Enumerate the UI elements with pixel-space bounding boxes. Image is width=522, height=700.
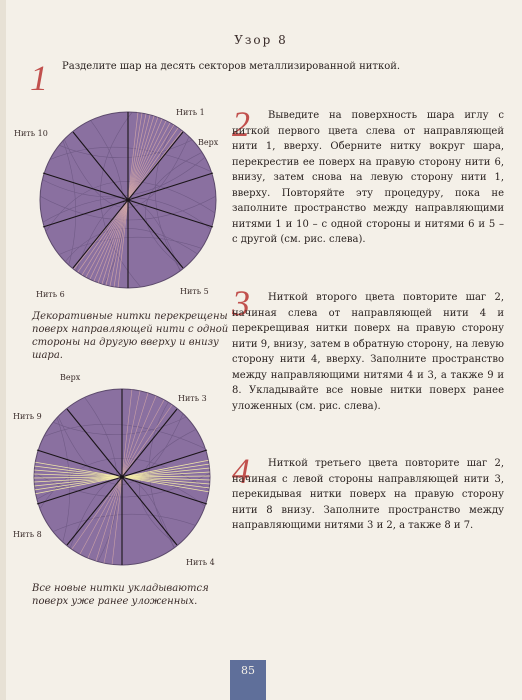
step-3-text: Ниткой второго цвета повторите шаг 2, начиная слева от направляющей нити 4 и перекрещивая нитки поверх на правую сторону нити 9, внизу, затем в обратную сторону, на левую сторону нити 4, вверху. Заполните пространство между направляющими нитями 4 и 3, а также 9 и 8. Укладывайте все новые нитки поверх ранее уложенных (см. рис. слева).: [232, 292, 504, 412]
label-thread-3: Нить 3: [178, 394, 207, 403]
label-thread-6: Нить 6: [36, 290, 65, 299]
step-4-text: Ниткой третьего цвета повторите шаг 2, начиная с левой стороны направляющей нити 3, перекидывая нитки поверх на правую сторону нити 8 внизу. Заполните пространство между направляющими нитями 3 и 2, а также 8 и 7.: [232, 458, 504, 531]
pattern-title: Узор 8: [234, 33, 288, 47]
step-1-text: Разделите шар на десять секторов металлизированной ниткой.: [62, 61, 401, 72]
ball-diagram-2: [32, 382, 212, 572]
step-2-number: 2: [232, 104, 250, 144]
page-edge: [0, 0, 6, 700]
step-2-text: Выведите на поверхность шара иглу с ниткой первого цвета слева от направляющей нити 1, вверху. Оберните нитку вокруг шара, перекрестив ее поверх на правую сторону нити 6, внизу, затем снова на левую сторону нити 1, вверху. Повторяйте эту процедуру, пока не заполните пространство между направляющими нитями 1 и 10 – с одной стороны и нитями 6 и 5 – с другой (см. рис. слева).: [232, 110, 504, 245]
page-number: 85: [241, 664, 255, 677]
label-thread-5: Нить 5: [180, 287, 209, 296]
label-thread-8: Нить 8: [13, 530, 42, 539]
ball-diagram-1: [38, 105, 218, 295]
label-thread-4: Нить 4: [186, 558, 215, 567]
step-3-number: 3: [232, 283, 250, 323]
step-1-number: 1: [30, 58, 48, 98]
diagram-2-caption: Все новые нитки укладываются поверх уже ранее уложенных.: [32, 583, 209, 607]
step-4-number: 4: [232, 451, 250, 491]
label-thread-9: Нить 9: [13, 412, 42, 421]
diagram-1-caption: Декоративные нитки перекрещены поверх направляющей нити с одной стороны на другую вверху и внизу шара.: [32, 311, 229, 361]
label-thread-1: Нить 1: [176, 108, 205, 117]
label-top: Верх: [198, 138, 219, 147]
label-top-2: Верх: [60, 373, 81, 382]
label-thread-10: Нить 10: [14, 129, 48, 138]
